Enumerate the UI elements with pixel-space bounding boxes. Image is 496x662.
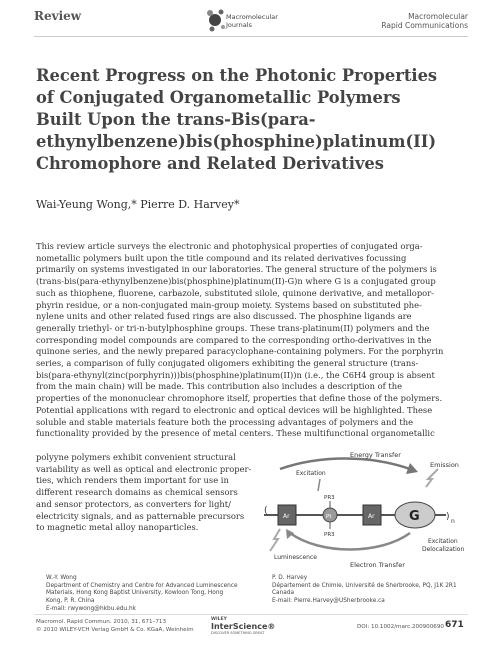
section-label: Review	[34, 9, 82, 23]
ar-left-label: Ar	[283, 513, 290, 520]
doi[interactable]: DOI: 10.1002/marc.200900690	[357, 624, 444, 630]
title-line: of Conjugated Organometallic Polymers	[36, 88, 401, 107]
abstract-line: Potential applications with regard to electronic and optical devices will be highlighted. These	[36, 404, 433, 415]
abstract-line: quinone series, and the newly prepared paracyclophane-containing polymers. For the porphyrin	[36, 346, 444, 357]
abstract-line: such as thiophene, fluorene, carbazole, substituted silole, quinone derivative, and metallopor-	[36, 287, 434, 298]
abstract-line: ties, which renders them important for use in	[36, 475, 229, 486]
abstract-line: from the main chain) will be made. This contribution also includes a description of the	[36, 381, 403, 392]
citation: Macromol. Rapid Commun. 2010, 31, 671–713	[36, 619, 167, 625]
title-line: Built Upon the trans-Bis(para-	[36, 110, 316, 129]
n-subscript: n	[451, 518, 455, 525]
pr3-top-label: PR3	[324, 495, 335, 501]
abstract-line: properties of the mononuclear chromophore itself, properties that define those of the polymers.	[36, 393, 443, 404]
affiliation-line: Materials, Hong Kong Baptist University, Kowloon Tong, Hong	[46, 590, 224, 597]
logo-line-2: Journals	[226, 21, 252, 29]
journal-line-2: Rapid Communications	[381, 21, 468, 30]
publisher-name: InterScience®	[211, 622, 276, 631]
abstract-line: functionality provided by the presence of metal centers. These multifunctional organometallic	[36, 428, 435, 439]
abstract-line: primarily on systems investigated in our laboratories. The general structure of the polymers is	[36, 264, 437, 275]
journal-line-1: Macromolecular	[408, 12, 468, 21]
title-line: Chromophore and Related Derivatives	[36, 154, 384, 173]
abstract-line: nometallic polymers built upon the title compound and its related derivatives focussing	[36, 252, 407, 263]
abstract-continued	[36, 452, 258, 534]
electron-transfer-arrowhead	[286, 529, 294, 539]
abstract-line: variability as well as optical and electronic proper-	[36, 463, 252, 474]
abstract	[36, 241, 461, 440]
luminescence-arrow	[270, 529, 280, 551]
article-title	[36, 65, 456, 175]
emission-label: Emission	[430, 461, 459, 469]
excitation-top-label: Excitation	[296, 470, 326, 477]
citation-block	[36, 619, 194, 634]
affiliation-email[interactable]: E-mail: rwywong@hkbu.edu.hk	[46, 605, 136, 612]
logo-line-1: Macromolecular	[226, 13, 278, 21]
header-rule	[34, 36, 468, 37]
abstract-line: and sensor protectors, as converters for light/	[36, 498, 231, 509]
abstract-line: phyrin residue, or a non-conjugated main-group moiety. Systems based on substituted phe-	[36, 299, 422, 310]
luminescence-label: Luminescence	[274, 554, 317, 561]
emission-arrow	[426, 469, 438, 487]
authors: Wai-Yeung Wong,* Pierre D. Harvey*	[36, 198, 240, 211]
excitation-delocalization-label-2: Delocalization	[422, 546, 465, 553]
affiliation-line: Department of Chemistry and Centre for Advanced Luminescence	[46, 582, 238, 589]
publisher-sub: DISCOVER SOMETHING GREAT	[211, 631, 265, 635]
affiliation-line: Kong, P. R. China	[46, 598, 95, 605]
g-label: G	[409, 509, 420, 524]
abstract-line: soluble and stable materials feature both the processing advantages of polymers and the	[36, 416, 414, 427]
affiliation-wong	[46, 575, 246, 614]
footer-rule	[34, 614, 468, 615]
title-line: ethynylbenzene)bis(phosphine)platinum(II)	[36, 132, 437, 151]
abstract-line: corresponding model compounds are compared to the corresponding ortho-derivatives in the	[36, 334, 432, 345]
abstract-line: (trans-bis(para-ethynylbenzene)bis(phosphine)platinum(II)-G)n where G is a conjugated group	[36, 276, 436, 287]
journal-name	[381, 12, 468, 30]
electron-transfer-arrow	[290, 533, 410, 550]
abstract-line: bis(para-ethynyl(zinc(porphyrin)))bis(phosphine)platinum(II))n (i.e., the C6H4 group is absent	[36, 369, 435, 380]
page-number: 671	[445, 620, 464, 630]
affiliation-email[interactable]: E-mail: Pierre.Harvey@USherbrooke.ca	[272, 598, 385, 605]
excitation-delocalization-label-1: Excitation	[428, 538, 458, 545]
svg-text:(: (	[264, 506, 268, 516]
publisher-top: WILEY	[211, 617, 227, 622]
affiliation-line: P. D. Harvey	[272, 575, 308, 581]
excitation-arrow	[318, 479, 320, 491]
abstract-line: This review article surveys the electronic and photophysical properties of conjugated orga-	[36, 241, 423, 251]
abstract-line: polyyne polymers exhibit convenient structural	[36, 452, 236, 462]
affiliation-line: W.-Y. Wong	[46, 575, 77, 581]
affiliation-harvey	[272, 575, 462, 606]
abstract-line: electricity signals, and as patternable precursors	[36, 510, 245, 521]
svg-text:): )	[446, 512, 450, 522]
abstract-line: different research domains as chemical sensors	[36, 487, 238, 498]
electron-transfer-label: Electron Transfer	[350, 561, 405, 569]
affiliation-line: Canada	[272, 590, 295, 597]
energy-transfer-arrow	[280, 459, 410, 470]
abstract-line: to magnetic metal alloy nanoparticles.	[36, 522, 199, 533]
ar-right-label: Ar	[368, 513, 375, 520]
pt-label: Pt	[326, 514, 332, 520]
abstract-line: series, a comparison of fully conjugated oligomers exhibiting the general structure (trans-	[36, 358, 419, 369]
abstract-line: nylene units and other related fused rings are also discussed. The phosphine ligands are	[36, 311, 412, 322]
copyright: © 2010 WILEY-VCH Verlag GmbH & Co. KGaA, Weinheim	[36, 626, 194, 633]
toc-figure	[260, 447, 465, 569]
publisher-logo	[211, 617, 275, 635]
journal-logo	[206, 7, 286, 37]
pr3-bottom-label: PR3	[324, 532, 335, 538]
abstract-line: generally triethyl- or tri-n-butylphosphine groups. These trans-platinum(II) polymers and the	[36, 322, 430, 333]
title-line: Recent Progress on the Photonic Properties	[36, 66, 438, 85]
affiliation-line: Département de Chimie, Université de Sherbrooke, PQ, J1K 2R1	[272, 582, 457, 589]
energy-transfer-label: Energy Transfer	[350, 451, 401, 459]
